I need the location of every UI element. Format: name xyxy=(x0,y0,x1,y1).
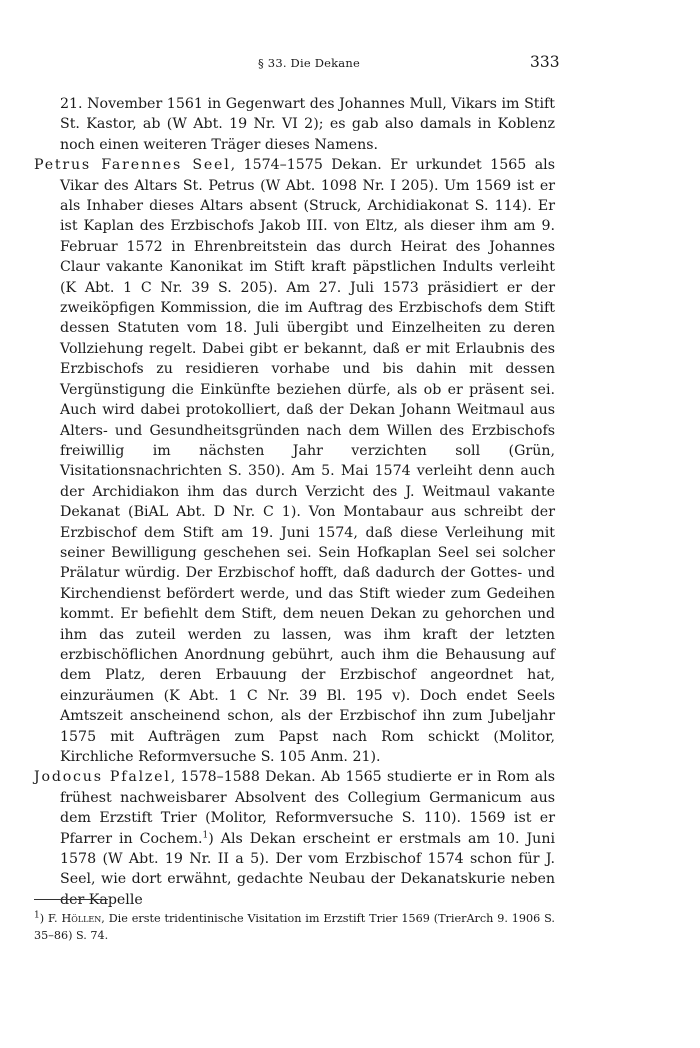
footnote-reference: 1 xyxy=(202,829,209,840)
entry-text: , 1578–1588 Dekan. Ab 1565 studierte er in Rom als frühest nachweisbarer Absolvent des Collegium Germanicum aus dem Erzstift Trier (Molitor, Reformversuche S. 110). 1569 ist er Pfarrer in Cochem. xyxy=(60,769,555,847)
entry-text-continued: ) Als Dekan erscheint er erstmals am 10. Juni 1578 (W Abt. 19 Nr. II a 5). Der vom Erzbischof 1574 schon für J. Seel, wie dort erwähnt, gedachte Neubau der Dekanatskurie neben der Kapelle xyxy=(60,830,555,908)
entry-name: Jodocus Pfalzel xyxy=(34,769,171,786)
running-head-title: § 33. Die Dekane xyxy=(258,56,360,70)
footnote-mark-paren: ) xyxy=(39,912,45,925)
entry-jodocus-pfalzel xyxy=(34,767,555,910)
footnote-divider xyxy=(34,899,108,900)
entry-text: , 1574–1575 Dekan. Er urkundet 1565 als Vikar des Altars St. Petrus (W Abt. 1098 Nr. I 205). Um 1569 ist er als Inhaber dieses Altars absent (Struck, Archidiakonat S. 114). Er ist Kaplan des Erzbischofs Jakob III. von Eltz, als dieser ihm am 9. Februar 1572 in Ehrenbreitstein das durch Heirat des Johannes Claur vakante Kanonikat im Stift kraft päpstlichen Indults verleiht (K Abt. 1 C Nr. 39 S. 205). Am 27. Juli 1573 präsidiert er der zweiköpfigen Kommission, die im Auftrag des Erzbischofs dem Stift dessen Statuten vom 18. Juli übergibt und Einzelheiten zu deren Vollziehung regelt. Dabei gibt er bekannt, daß er mit Erlaubnis des Erzbischofs zu residieren vorhabe und bis dahin mit dessen Vergünstigung die Einkünfte beziehen dürfe, als ob er präsent sei. Auch wird dabei protokolliert, daß der Dekan Johann Weitmaul aus Alters- und Gesundheitsgründen nach dem Willen des Erzbischofs freiwillig im nächsten Jahr verzichten soll (Grün, Visitationsnachrichten S. 350). Am 5. Mai 1574 verleiht denn auch der Archidiakon ihm das durch Verzicht des J. Weitmaul vakante Dekanat (BiAL Abt. D Nr. C 1). Von Montabaur aus schreibt der Erzbischof dem Stift am 19. Juni 1574, daß diese Verleihung mit seiner Bewilligung geschehen sei. Sein Hofkaplan Seel sei solcher Prälatur würdig. Der Erzbischof hofft, daß dadurch der Gottes- und Kirchendienst befördert werde, und das Stift wieder zum Gedeihen kommt. Er befiehlt dem Stift, dem neuen Dekan zu gehorchen und ihm das zuteil werden zu lassen, was ihm kraft der letzten erzbischöflichen Anordnung gebührt, auch ihm die Behausung auf dem Platz, deren Erbauung der Erzbischof angeordnet hat, einzuräumen (K Abt. 1 C Nr. 39 Bl. 195 v). Doch endet Seels Amtszeit anscheinend schon, als der Erzbischof ihn zum Jubeljahr 1575 mit Aufträgen zum Papst nach Rom schickt (Molitor, Kirchliche Reformversuche S. 105 Anm. 21). xyxy=(60,157,556,765)
running-head xyxy=(0,50,700,74)
entry-petrus-farennes-seel xyxy=(34,155,555,767)
page-number: 333 xyxy=(530,53,560,71)
entry-name: Petrus Farennes Seel xyxy=(34,157,231,174)
footnote-text: , Die erste tridentinische Visitation im Erzstift Trier 1569 (TrierArch 9. 1906 S. 35–86) S. 74. xyxy=(34,912,555,942)
main-text xyxy=(34,94,555,910)
footnote-author: F. Höllen xyxy=(48,912,102,925)
footnote xyxy=(34,910,555,944)
footnote-mark: 1 xyxy=(34,910,40,921)
paragraph-continued: 21. November 1561 in Gegenwart des Johannes Mull, Vikars im Stift St. Kastor, ab (W Abt. 19 Nr. VI 2); es gab also damals in Koblenz noch einen weiteren Träger dieses Namens. xyxy=(60,96,555,153)
